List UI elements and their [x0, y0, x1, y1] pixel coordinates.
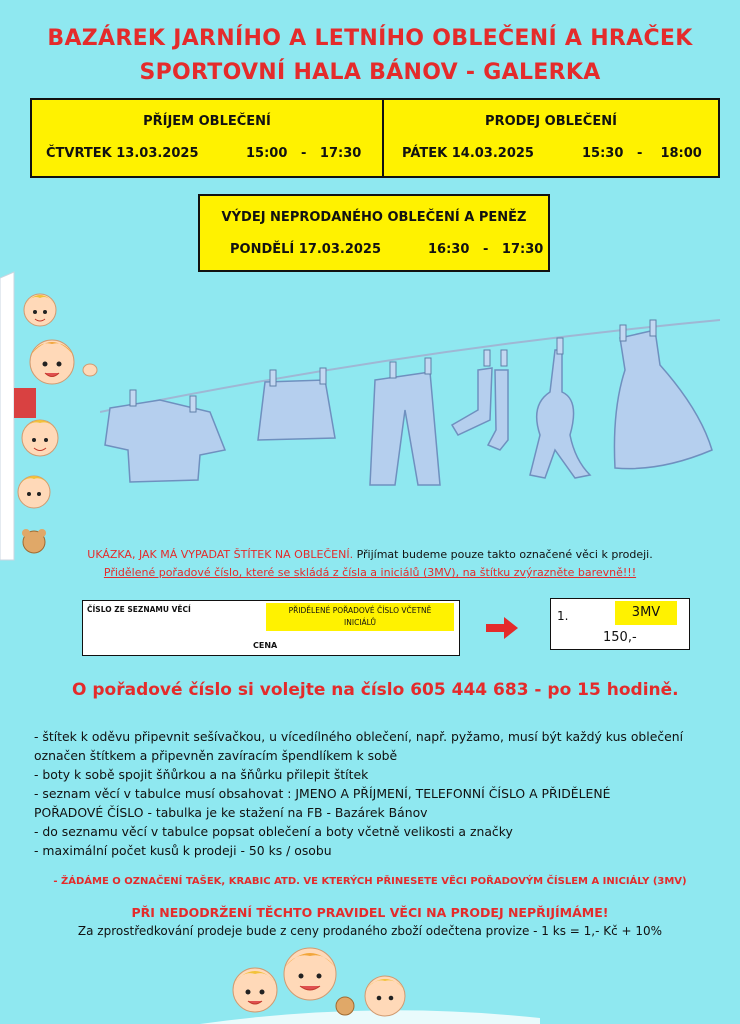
- rule-line: - do seznamu věcí v tabulce popsat oblečení a boty včetně velikosti a značky: [34, 824, 513, 839]
- bottom-kid-3: [365, 976, 405, 1016]
- kid-face-3: [22, 420, 58, 456]
- template-assigned-line-1: PŘIDĚLENÉ POŘADOVÉ ČÍSLO VČETNĚ: [288, 606, 432, 615]
- bottom-teddy: [336, 997, 354, 1015]
- arrow-right-icon: [484, 614, 520, 642]
- clothesline-illustration: [100, 300, 730, 490]
- trousers-shape: [370, 372, 440, 485]
- example-price: 150,-: [603, 630, 637, 645]
- rules-list: [34, 727, 714, 860]
- label-info-line: [0, 548, 740, 561]
- bunny-shape: [530, 350, 590, 478]
- example-code: 3MV: [615, 601, 677, 625]
- intake-heading: PŘÍJEM OBLEČENÍ: [143, 114, 271, 129]
- kids-illustration-left: [0, 270, 110, 570]
- call-line: O pořadové číslo si volejte na číslo 605 444 683 - po 15 hodině.: [72, 680, 679, 700]
- bottom-kid-2: [284, 948, 336, 1000]
- rule-line: - štítek k oděvu připevnit sešívačkou, u vícedílného oblečení, např. pyžamo, musí být každý kus oblečení: [34, 729, 684, 744]
- kid-face-1: [24, 294, 56, 326]
- label-info-lead: UKÁZKA, JAK MÁ VYPADAT ŠTÍTEK NA OBLEČENÍ.: [87, 548, 354, 561]
- example-number: 1.: [557, 609, 569, 623]
- label-info-note: Přidělené pořadové číslo, které se skládá z čísla a iniciálů (3MV), na štítku zvýrazněte barevně!!!: [103, 566, 637, 579]
- pickup-time: 16:30 - 17:30: [428, 242, 544, 257]
- template-label: [82, 600, 460, 656]
- pickup-date: PONDĚLÍ 17.03.2025: [230, 242, 382, 257]
- intake-time: 15:00 - 17:30: [246, 146, 362, 161]
- kids-illustration-bottom: [200, 940, 540, 1024]
- bottom-kid-1: [233, 968, 277, 1012]
- intake-date: ČTVRTEK 13.03.2025: [46, 146, 199, 161]
- skirt-shape: [258, 380, 335, 440]
- rule-line: - maximální počet kusů k prodeji - 50 ks / osobu: [34, 843, 332, 858]
- bags-note: - ŽÁDÁME O OZNAČENÍ TAŠEK, KRABIC ATD. VE KTERÝCH PŘINESETE VĚCI POŘADOVÝM ČÍSLEM A INICIÁLY (3MV): [53, 876, 687, 887]
- pickup-heading: VÝDEJ NEPRODANÉHO OBLEČENÍ A PENĚZ: [221, 210, 527, 225]
- rule-line: - boty k sobě spojit šňůrkou a na šňůrku přilepit štítek: [34, 767, 369, 782]
- sale-date: PÁTEK 14.03.2025: [402, 146, 534, 161]
- rule-line: POŘADOVÉ ČÍSLO - tabulka je ke stažení na FB - Bazárek Bánov: [34, 805, 428, 820]
- kid-face-4: [18, 476, 50, 508]
- sale-box: [382, 98, 720, 178]
- rule-line: - seznam věcí v tabulce musí obsahovat : JMENO A PŘÍJMENÍ, TELEFONNÍ ČÍSLO A PŘIDĚLENÉ: [34, 786, 611, 801]
- pickup-box: [198, 194, 550, 272]
- title-line-1: BAZÁREK JARNÍHO A LETNÍHO OBLEČENÍ A HRAČEK: [47, 26, 693, 51]
- dress-shape: [614, 330, 712, 469]
- template-list-number: ČÍSLO ZE SEZNAMU VĚCÍ: [87, 605, 191, 614]
- label-info-rest: Přijímat budeme pouze takto označené věci k prodeji.: [353, 548, 653, 561]
- shirt-shape: [105, 400, 225, 482]
- warning: PŘI NEDODRŽENÍ TĚCHTO PRAVIDEL VĚCI NA PRODEJ NEPŘIJÍMÁME!: [131, 905, 609, 920]
- sale-heading: PRODEJ OBLEČENÍ: [485, 114, 617, 129]
- rule-line: označen štítkem a připevněn zavíracím špendlíkem k sobě: [34, 748, 398, 763]
- example-label: [550, 598, 690, 650]
- kid-face-2: [30, 340, 97, 384]
- socks-shape: [452, 368, 492, 435]
- fee-note: Za zprostředkování prodeje bude z ceny prodaného zboží odečtena provize - 1 ks = 1,- Kč + 10%: [77, 924, 663, 938]
- title-line-2: SPORTOVNÍ HALA BÁNOV - GALERKA: [139, 60, 601, 85]
- template-assigned-number: [266, 603, 454, 631]
- template-price: CENA: [253, 641, 278, 650]
- template-assigned-line-2: INICIÁLŮ: [344, 618, 376, 627]
- sale-time: 15:30 - 18:00: [582, 146, 702, 161]
- intake-box: [30, 98, 384, 178]
